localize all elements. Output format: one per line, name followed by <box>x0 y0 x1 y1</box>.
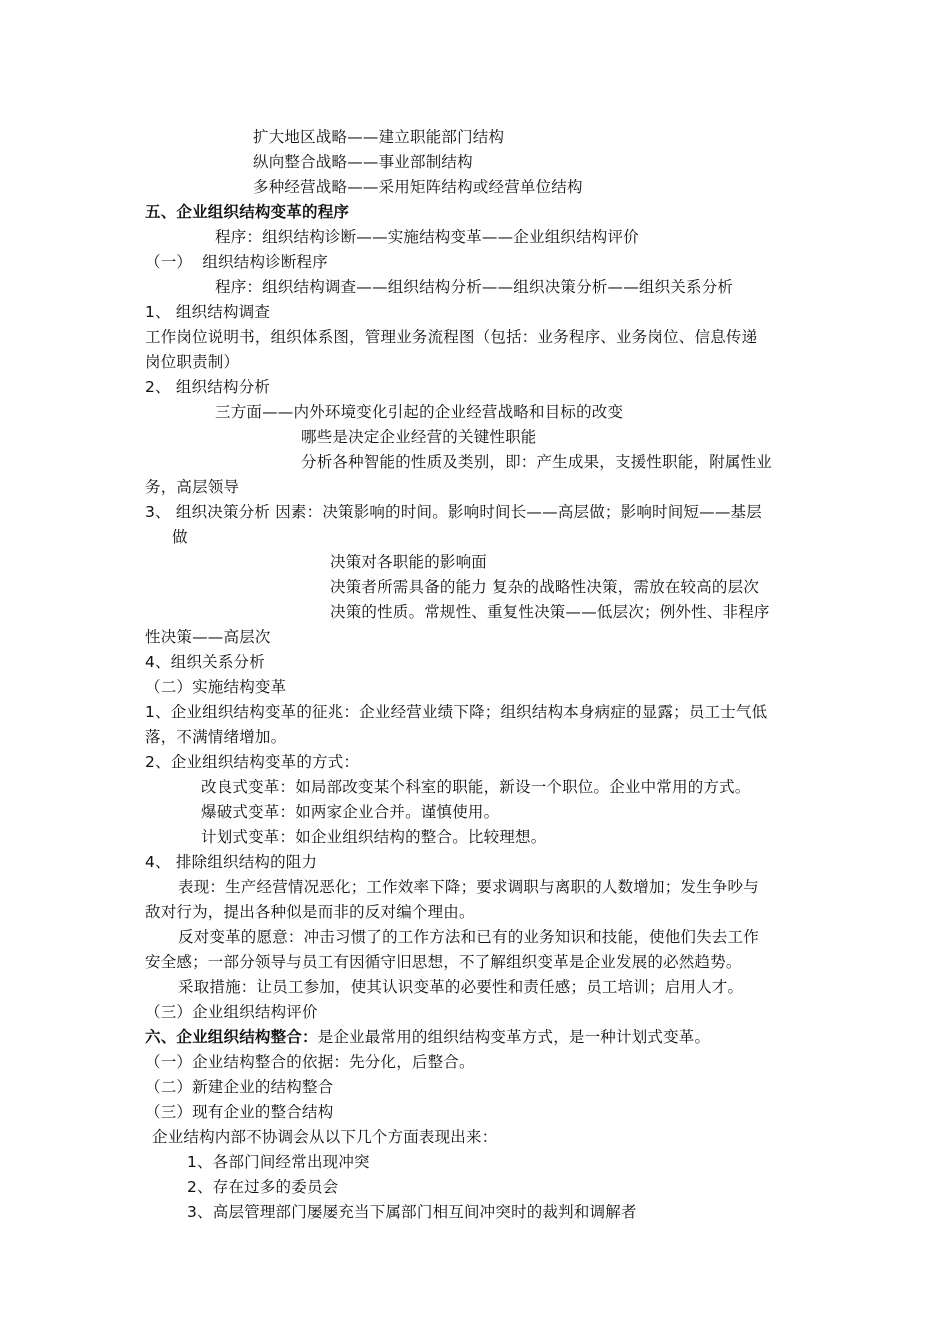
text-line: 决策者所需具备的能力 复杂的战略性决策，需放在较高的层次 <box>330 578 760 596</box>
text-line: 反对变革的愿意：冲击习惯了的工作方法和已有的业务知识和技能，使他们失去工作 <box>178 928 759 946</box>
section-heading-text: 是企业最常用的组织结构变革方式，是一种计划式变革。 <box>317 1028 711 1046</box>
list-item: 1、 组织结构调查 <box>145 303 271 321</box>
list-item: 4、组织关系分析 <box>145 653 265 671</box>
text-line: 表现：生产经营情况恶化；工作效率下降；要求调职与离职的人数增加；发生争吵与 <box>178 878 759 896</box>
list-item: 2、企业组织结构变革的方式： <box>145 753 360 771</box>
list-item: 1、企业组织结构变革的征兆：企业经营业绩下降；组织结构本身病症的显露；员工士气低 <box>145 703 768 721</box>
text-line: 务，高层领导 <box>145 478 240 496</box>
text-line: 落，不满情绪增加。 <box>145 728 287 746</box>
text-line: 做 <box>172 528 188 546</box>
text-line: 性决策——高层次 <box>145 628 271 646</box>
text-line: 爆破式变革：如两家企业合并。谨慎使用。 <box>201 803 500 821</box>
text-line: 计划式变革：如企业组织结构的整合。比较理想。 <box>201 828 547 846</box>
text-line: 分析各种智能的性质及类别，即：产生成果，支援性职能，附属性业 <box>301 453 773 471</box>
text-line: 安全感；一部分领导与员工有因循守旧思想，不了解组织变革是企业发展的必然趋势。 <box>145 953 742 971</box>
text-line: 企业结构内部不协调会从以下几个方面表现出来： <box>152 1128 498 1146</box>
section-heading: 六、企业组织结构整合： <box>145 1028 318 1046</box>
text-line: 纵向整合战略——事业部制结构 <box>253 153 473 171</box>
section-heading-line <box>145 1027 710 1047</box>
text-line: 改良式变革：如局部改变某个科室的职能，新设一个职位。企业中常用的方式。 <box>201 778 751 796</box>
list-item: 1、各部门间经常出现冲突 <box>187 1153 370 1171</box>
list-item: 4、 排除组织结构的阻力 <box>145 853 318 871</box>
text-line: 多种经营战略——采用矩阵结构或经营单位结构 <box>253 178 583 196</box>
subsection-heading: （一） 组织结构诊断程序 <box>145 253 328 271</box>
text-line: 程序：组织结构诊断——实施结构变革——企业组织结构评价 <box>215 228 639 246</box>
text-line: 采取措施：让员工参加，使其认识变革的必要性和责任感；员工培训；启用人才。 <box>178 978 744 996</box>
text-line: 工作岗位说明书，组织体系图，管理业务流程图（包括：业务程序、业务岗位、信息传递 <box>145 328 758 346</box>
text-line: 决策的性质。常规性、重复性决策——低层次；例外性、非程序 <box>330 603 770 621</box>
text-line: 敌对行为，提出各种似是而非的反对编个理由。 <box>145 903 475 921</box>
text-line: 三方面——内外环境变化引起的企业经营战略和目标的改变 <box>215 403 624 421</box>
list-item: 2、存在过多的委员会 <box>187 1178 339 1196</box>
subsection-heading: （二）实施结构变革 <box>145 678 287 696</box>
text-line: 决策对各职能的影响面 <box>330 553 488 571</box>
text-line: 哪些是决定企业经营的关键性职能 <box>301 428 537 446</box>
text-line: 岗位职责制） <box>145 353 240 371</box>
list-item: 2、 组织结构分析 <box>145 378 271 396</box>
subsection-heading: （一）企业结构整合的依据：先分化，后整合。 <box>145 1053 475 1071</box>
list-item: 3、高层管理部门屡屡充当下属部门相互间冲突时的裁判和调解者 <box>187 1203 637 1221</box>
text-line: 扩大地区战略——建立职能部门结构 <box>253 128 505 146</box>
subsection-heading: （三）现有企业的整合结构 <box>145 1103 334 1121</box>
list-item: 3、 组织决策分析 因素：决策影响的时间。影响时间长——高层做；影响时间短——基层 <box>145 503 762 521</box>
subsection-heading: （三）企业组织结构评价 <box>145 1003 318 1021</box>
section-heading: 五、企业组织结构变革的程序 <box>145 203 350 221</box>
text-line: 程序：组织结构调查——组织结构分析——组织决策分析——组织关系分析 <box>215 278 734 296</box>
subsection-heading: （二）新建企业的结构整合 <box>145 1078 334 1096</box>
